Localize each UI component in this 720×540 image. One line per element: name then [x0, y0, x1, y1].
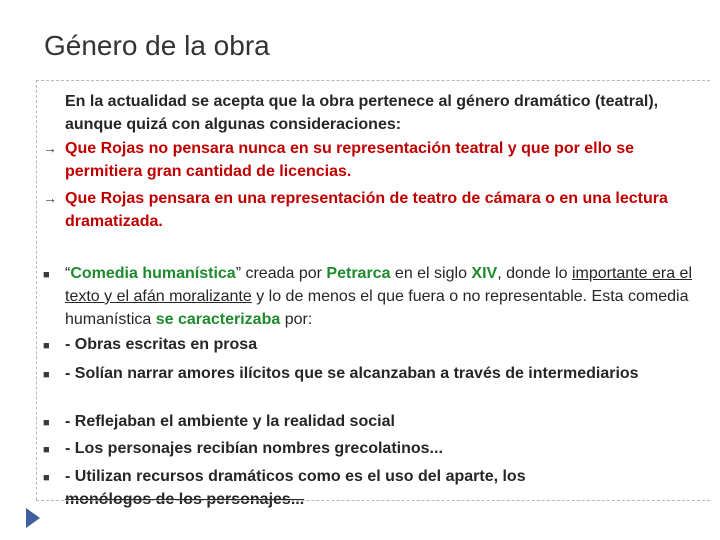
top-divider [36, 80, 710, 81]
arrow-item-text: Que Rojas no pensara nunca en su representación teatral y que por ello se permitiera gran cantidad de licencias. [65, 140, 635, 180]
left-divider [36, 80, 37, 500]
bullet-1: - Obras escritas en prosa [65, 336, 258, 353]
se-caracterizaba: se caracterizaba [155, 311, 281, 328]
intro-text [65, 90, 695, 136]
bullet-5 [65, 465, 695, 511]
bottom-divider [36, 500, 710, 501]
arrow-item-text: Que Rojas pensara en una representación de teatro de cámara o en una lectura dramatizada. [65, 190, 668, 230]
comedia-paragraph [65, 262, 695, 331]
square-bullet-icon: ■ [43, 269, 50, 281]
bullet-5-line-1: - Utilizan recursos dramáticos como es el uso del aparte, los [65, 468, 526, 485]
arrow-item-1 [65, 137, 695, 183]
square-bullet-icon: ■ [43, 369, 50, 381]
petrarca: Petrarca [326, 265, 391, 282]
square-bullet-icon: ■ [43, 472, 50, 484]
bullet-5-line-2: monólogos de los personajes... [65, 491, 305, 508]
next-slide-triangle-icon[interactable] [26, 508, 40, 528]
slide-title: Género de la obra [44, 30, 270, 61]
square-bullet-icon: ■ [43, 340, 50, 352]
comedia-humanistica: Comedia humanística [70, 265, 236, 282]
underlined-phrase: importante era el texto y el afán moralizante [65, 265, 692, 305]
comedia-text-2: en el siglo [390, 265, 472, 282]
comedia-text-4: y lo de menos el que fuera o no representable. Esta comedia humanística [65, 288, 689, 328]
right-arrow-icon: → [43, 140, 57, 156]
bullet-2: - Solían narrar amores ilícitos que se alcanzaban a través de intermediarios [65, 365, 639, 382]
bullet-3: - Reflejaban el ambiente y la realidad social [65, 413, 395, 430]
comedia-text-3: , donde lo [497, 265, 572, 282]
square-bullet-icon: ■ [43, 417, 50, 429]
arrow-item-2 [65, 187, 695, 233]
century-xiv: XIV [471, 265, 498, 282]
intro-label: En la actualidad se acepta que la obra pertenece al género dramático (teatral), aunque quizá con algunas consideraciones: [65, 93, 659, 133]
bullet-4: - Los personajes recibían nombres grecolatinos... [65, 440, 443, 457]
comedia-text-5: por: [280, 311, 313, 328]
quote-open: “ [65, 265, 71, 282]
comedia-text-1: ” creada por [235, 265, 327, 282]
right-arrow-icon: → [43, 190, 57, 206]
square-bullet-icon: ■ [43, 444, 50, 456]
